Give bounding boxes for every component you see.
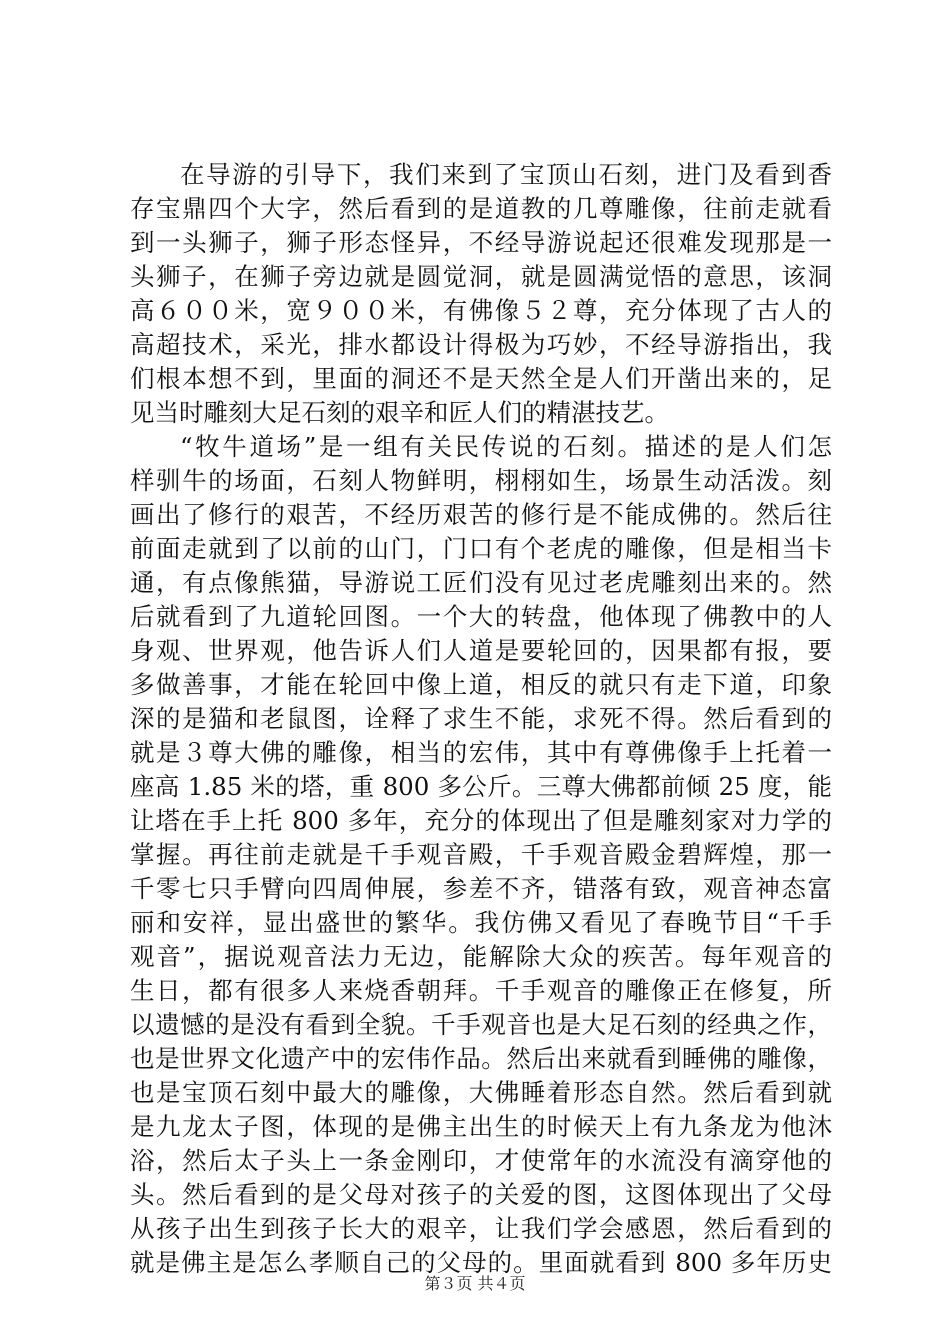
text-line: 千零七只手臂向四周伸展，参差不齐，错落有致，观音神态富 (130, 874, 832, 903)
text-line: 让塔在手上托 800 多年，充分的体现出了但是雕刻家对力学的 (130, 806, 832, 835)
page-footer (0, 1274, 950, 1294)
text-line: 丽和安祥，显出盛世的繁华。我仿佛又看见了春晚节目“千手 (130, 908, 832, 937)
text-line: 见当时雕刻大足石刻的艰辛和匠人们的精湛技艺。 (130, 398, 669, 427)
text-line: 们根本想不到，里面的洞还不是天然全是人们开凿出来的，足 (130, 364, 832, 393)
text-line: 高超技术，采光，排水都设计得极为巧妙，不经导游指出，我 (130, 330, 832, 359)
text-line: 前面走就到了以前的山门，门口有个老虎的雕像，但是相当卡 (130, 534, 832, 563)
document-body (130, 158, 832, 1280)
text-line: 后就看到了九道轮回图。一个大的转盘，他体现了佛教中的人 (130, 602, 832, 631)
text-line: 画出了修行的艰苦，不经历艰苦的修行是不能成佛的。然后往 (130, 500, 832, 529)
text-line: 通，有点像熊猫，导游说工匠们没有见过老虎雕刻出来的。然 (130, 568, 832, 597)
text-line: 从孩子出生到孩子长大的艰辛，让我们学会感恩，然后看到的 (130, 1214, 832, 1243)
text-line: 样驯牛的场面，石刻人物鲜明，栩栩如生，场景生动活泼。刻 (130, 466, 832, 495)
text-line: 在导游的引导下，我们来到了宝顶山石刻，进门及看到香 (180, 160, 832, 189)
text-line: 观音”，据说观音法力无边，能解除大众的疾苦。每年观音的 (130, 942, 832, 971)
text-line: 以遗憾的是没有看到全貌。千手观音也是大足石刻的经典之作， (130, 1010, 832, 1039)
text-line: 存宝鼎四个大字，然后看到的是道教的几尊雕像，往前走就看 (130, 194, 832, 223)
text-line: 座高 1.85 米的塔，重 800 多公斤。三尊大佛都前倾 25 度，能 (130, 772, 832, 801)
text-line: 身观、世界观，他告诉人们人道是要轮回的，因果都有报，要 (130, 636, 832, 665)
text-line: 也是宝顶石刻中最大的雕像，大佛睡着形态自然。然后看到就 (130, 1078, 832, 1107)
text-line: 头。然后看到的是父母对孩子的关爱的图，这图体现出了父母 (130, 1180, 832, 1209)
text-line: 就是３尊大佛的雕像，相当的宏伟，其中有尊佛像手上托着一 (130, 738, 832, 767)
text-line: 浴，然后太子头上一条金刚印，才使常年的水流没有滴穿他的 (130, 1146, 832, 1175)
text-line: 到一头狮子，狮子形态怪异，不经导游说起还很难发现那是一 (130, 228, 832, 257)
text-line: “牧牛道场”是一组有关民传说的石刻。描述的是人们怎 (180, 432, 832, 461)
text-line: 头狮子，在狮子旁边就是圆觉洞，就是圆满觉悟的意思，该洞 (130, 262, 832, 291)
text-line: 高６００米，宽９００米，有佛像５２尊，充分体现了古人的 (130, 296, 832, 325)
text-line: 是九龙太子图，体现的是佛主出生的时候天上有九条龙为他沐 (130, 1112, 832, 1141)
text-line: 就是佛主是怎么孝顺自己的父母的。里面就看到 800 多年历史 (130, 1248, 832, 1277)
paragraph-2 (130, 430, 832, 1280)
paragraph-1 (130, 158, 832, 430)
text-line: 掌握。再往前走就是千手观音殿，千手观音殿金碧辉煌，那一 (130, 840, 832, 869)
text-line: 深的是猫和老鼠图，诠释了求生不能，求死不得。然后看到的 (130, 704, 832, 733)
page-number-label: 第３页 共４页 (424, 1274, 526, 1293)
text-line: 生日，都有很多人来烧香朝拜。千手观音的雕像正在修复，所 (130, 976, 832, 1005)
text-line: 也是世界文化遗产中的宏伟作品。然后出来就看到睡佛的雕像， (130, 1044, 832, 1073)
text-line: 多做善事，才能在轮回中像上道，相反的就只有走下道，印象 (130, 670, 832, 699)
